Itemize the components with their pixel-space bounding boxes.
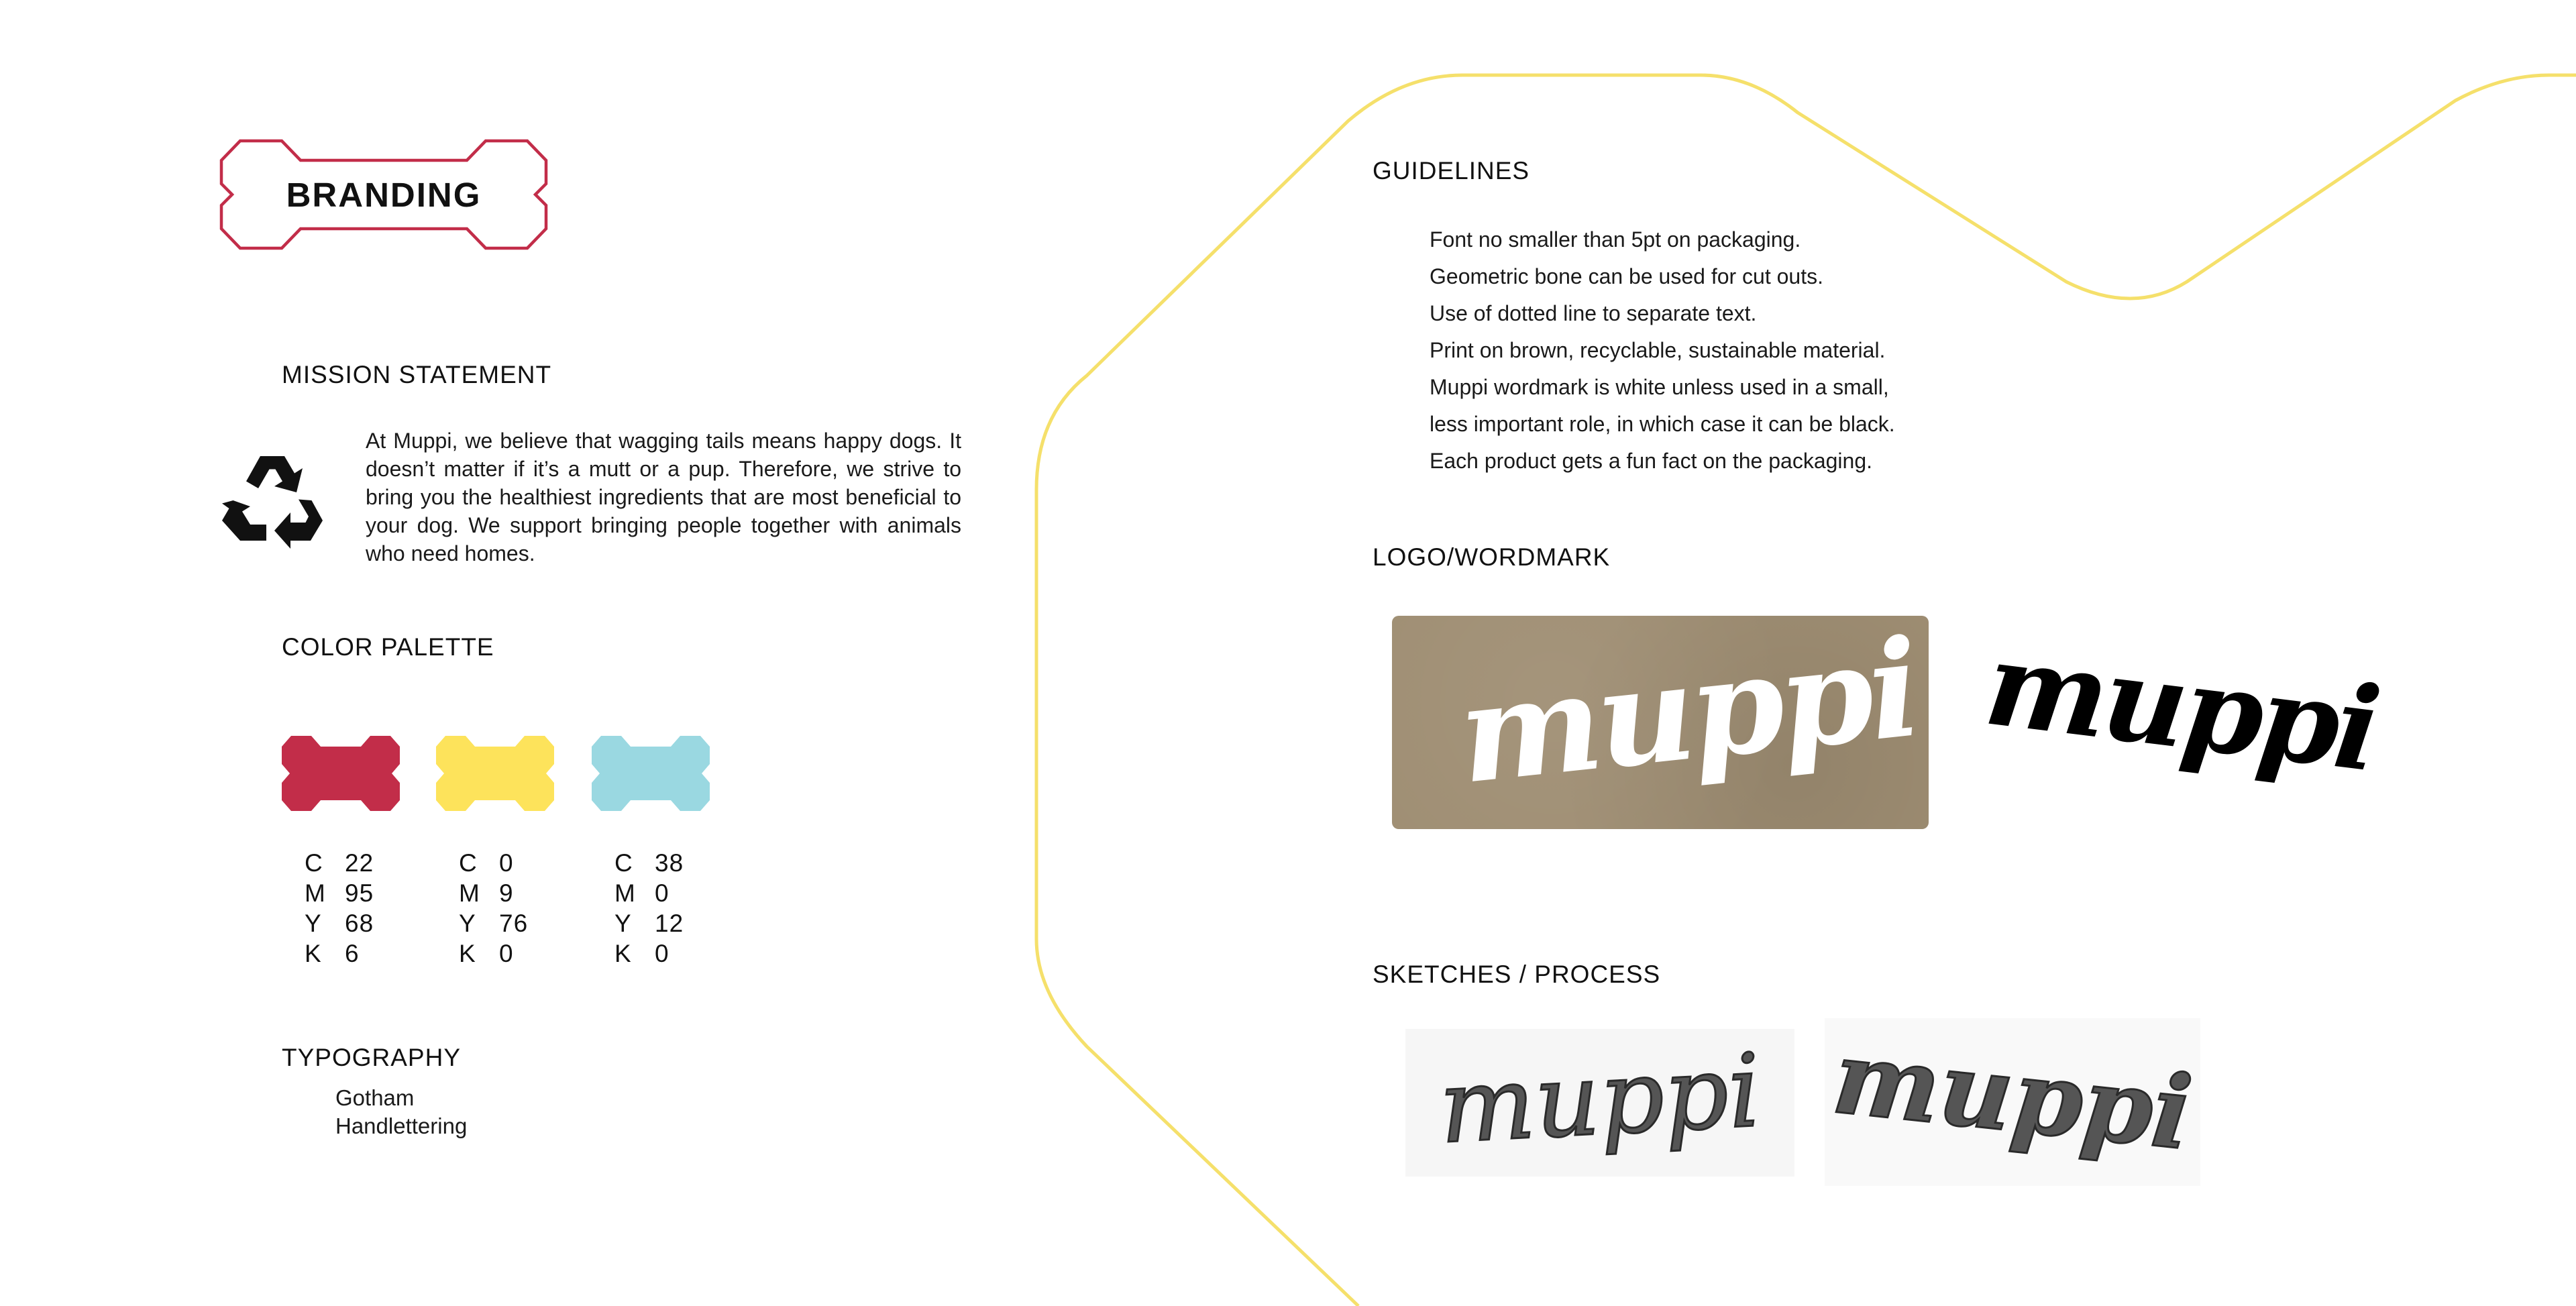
cmyk-row (305, 878, 374, 908)
cmyk-value: 0 (655, 879, 669, 907)
branding-badge (219, 138, 549, 251)
cmyk-value: 68 (345, 910, 374, 937)
cmyk-row (305, 848, 374, 878)
cmyk-row (614, 938, 684, 969)
guideline-item: Each product gets a fun fact on the packaging. (1430, 449, 1872, 473)
guideline-item: less important role, in which case it can be black. (1430, 412, 1895, 436)
sketch-2-lettering: muppi (1828, 1018, 2197, 1173)
sketch-1-lettering: muppi (1436, 1032, 1764, 1166)
guidelines-list (1430, 221, 1895, 480)
cmyk-row (305, 938, 374, 969)
font-name: Handlettering (335, 1113, 468, 1138)
cmyk-key: M (459, 879, 480, 907)
cmyk-key: C (614, 849, 633, 877)
cmyk-value: 0 (499, 849, 514, 877)
cmyk-key: Y (459, 910, 476, 937)
cmyk-row (614, 908, 684, 938)
typography-heading: TYPOGRAPHY (282, 1044, 461, 1071)
cmyk-row (614, 878, 684, 908)
cmyk-value: 38 (655, 849, 684, 877)
guideline-item: Muppi wordmark is white unless used in a small, (1430, 375, 1889, 399)
cmyk-row (459, 878, 528, 908)
sketch-2 (1825, 1018, 2200, 1186)
sketches-heading: SKETCHES / PROCESS (1373, 961, 1661, 988)
font-name: Gotham (335, 1085, 415, 1110)
branding-title: BRANDING (286, 176, 482, 214)
wordmark-white: muppi (1452, 609, 1924, 814)
cmyk-key: K (614, 940, 632, 967)
typography-list (335, 1084, 467, 1140)
cmyk-value: 9 (499, 879, 514, 907)
logo-kraft-panel (1392, 609, 1929, 829)
cmyk-key: K (305, 940, 322, 967)
cmyk-key: C (459, 849, 478, 877)
cmyk-key: M (614, 879, 636, 907)
cmyk-value: 0 (499, 940, 514, 967)
cmyk-values-yellow (459, 848, 528, 969)
guidelines-heading: GUIDELINES (1373, 157, 1530, 184)
guideline-item: Use of dotted line to separate text. (1430, 301, 1757, 325)
cmyk-key: Y (614, 910, 632, 937)
cmyk-value: 6 (345, 940, 360, 967)
cmyk-value: 76 (499, 910, 529, 937)
mission-heading: MISSION STATEMENT (282, 361, 552, 388)
guideline-item: Font no smaller than 5pt on packaging. (1430, 227, 1801, 252)
cmyk-key: K (459, 940, 476, 967)
cmyk-row (459, 908, 528, 938)
cmyk-row (614, 848, 684, 878)
guideline-item: Geometric bone can be used for cut outs. (1430, 264, 1823, 288)
cmyk-row (459, 938, 528, 969)
cmyk-key: M (305, 879, 326, 907)
cmyk-value: 12 (655, 910, 684, 937)
cmyk-row (305, 908, 374, 938)
cmyk-key: C (305, 849, 323, 877)
cmyk-values-cyan (614, 848, 684, 969)
recycle-icon (221, 448, 323, 549)
bone-swatch-cyan (592, 736, 710, 811)
cmyk-key: Y (305, 910, 322, 937)
cmyk-value: 95 (345, 879, 374, 907)
cmyk-values-red (305, 848, 374, 969)
mission-text: At Muppi, we believe that wagging tails means happy dogs. It doesn’t matter if it’s a mutt or a pup. Therefore, we strive to bring you the healthiest ingredients that are most beneficial to your dog. We support bringing people together with animals who need homes. (366, 429, 961, 565)
bone-swatch-red (282, 736, 400, 811)
cmyk-row (459, 848, 528, 878)
cmyk-value: 22 (345, 849, 374, 877)
palette-heading: COLOR PALETTE (282, 633, 494, 661)
logo-heading: LOGO/WORDMARK (1373, 543, 1611, 571)
wordmark-black: muppi (1978, 614, 2384, 798)
guideline-item: Print on brown, recyclable, sustainable material. (1430, 338, 1886, 362)
bone-swatch-yellow (436, 736, 554, 811)
cmyk-value: 0 (655, 940, 669, 967)
sketch-1 (1405, 1029, 1794, 1177)
